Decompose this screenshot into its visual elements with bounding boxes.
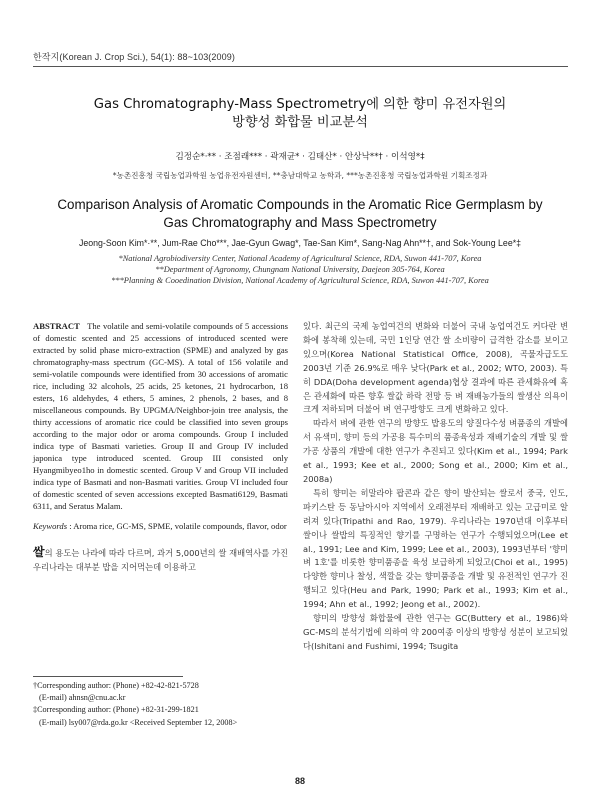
body-paragraph-4: 향미의 방향성 화합물에 관한 연구는 GC(Buttery et al., 1986)와 GC-MS의 분석기법에 의하여 약 200여종 이상의 방향성 성분이 보고되었다(Ishitani and Fushimi, 1994; Tsugita bbox=[303, 613, 568, 651]
english-authors: Jeong-Soon Kim*·**, Jum-Rae Cho***, Jae-Gyun Gwag*, Tae-San Kim*, Sang-Nag Ahn**†, and Sok-Young Lee*‡ bbox=[78, 238, 522, 248]
page-number: 88 bbox=[294, 776, 305, 786]
left-column bbox=[33, 320, 288, 575]
keywords-label: Keywords bbox=[33, 521, 68, 531]
body-paragraph-2: 따라서 벼에 관한 연구의 방향도 밥용도의 양질다수성 벼품종의 개발에서 유색미, 향미 등의 가공용 특수미의 품종육성과 재배기술의 개발 및 쌀 가공 상품의 개발에 대한 연구가 추진되고 있다(Kim et al., 1994; Park et al., 1993; Kee et al., 2000; Song et al., 2000; Kim et al., 2008a) bbox=[303, 418, 568, 484]
english-title-line2: Gas Chromatography and Mass Spectrometry bbox=[163, 215, 437, 230]
header-rule bbox=[33, 66, 568, 67]
intro-paragraph bbox=[33, 546, 288, 575]
intro-text: 의 용도는 나라에 따라 다르며, 과거 5,000년의 쌀 재배역사를 가진 우리나라는 대부분 밥을 지어먹는데 이용하고 bbox=[33, 548, 288, 572]
intro-drop-char: 쌀 bbox=[33, 545, 45, 559]
korean-authors: 김정순*·** · 조점래*** · 곽재균* · 김태산* · 안상낙**† · 이석영*‡ bbox=[175, 152, 425, 162]
korean-affiliation: *농촌진흥청 국립농업과학원 농업유전자원센터, **충남대학교 농학과, ***농촌진흥청 국립농업과학원 기획조정과 bbox=[112, 171, 488, 180]
footnote-line-4: (E-mail) lsy007@rda.go.kr <Received September 12, 2008> bbox=[39, 717, 238, 727]
english-title bbox=[34, 196, 566, 232]
english-affiliation-2: **Department of Agronomy, Chungnam National University, Daejeon 305-764, Korea bbox=[155, 265, 445, 274]
footnote-rule bbox=[33, 676, 183, 677]
footnote-line-2: (E-mail) ahnsn@cnu.ac.kr bbox=[39, 693, 126, 703]
abstract-label: ABSTRACT bbox=[33, 321, 80, 331]
korean-title-line1: Gas Chromatography-Mass Spectrometry에 의한 향미 유전자원의 bbox=[93, 97, 507, 112]
abstract bbox=[33, 320, 288, 512]
english-title-line1: Comparison Analysis of Aromatic Compounds in the Aromatic Rice Germplasm by bbox=[57, 197, 543, 212]
keywords bbox=[33, 520, 288, 532]
korean-title-line2: 방향성 화합물 비교분석 bbox=[232, 115, 368, 130]
footnotes bbox=[33, 680, 293, 729]
body-paragraph-1: 있다. 최근의 국제 농업여건의 변화와 더불어 국내 농업여건도 커다란 변화에 봉착해 있는데, 국민 1인당 연간 쌀 소비량이 급격한 감소를 보이고 있으며(Korea National Statistical Office, 2008), 곡물자급도도 2003년 기준 26.9%로 매우 낮다(Park et al., 2002; WTO, 2003). 특히 DDA(Doha development agenda)협상 결과에 따른 관세화유예 혹은 관세화에 따른 향후 쌀값 하락 전망 등 벼 재배농가들의 쌀생산 의욕이 크게 저하되며 더불어 벼 연구방향도 크게 변화하고 있다. bbox=[303, 321, 568, 415]
keywords-text: : Aroma rice, GC-MS, SPME, volatile compounds, flavor, odor bbox=[69, 521, 287, 531]
footnote-line-1: †Corresponding author: (Phone) +82-42-821-5728 bbox=[33, 681, 199, 690]
english-affiliations bbox=[30, 253, 570, 286]
right-column bbox=[303, 320, 568, 654]
abstract-text: The volatile and semi-volatile compounds of 5 accessions of domestic scented and 25 accessions of introduced scented were extracted by solid phase micro-extraction (SPME) and analyzed by gas chromatography-mass spectrum (GC-MS). A total of 156 volatile and semi-volatile compounds were identified from 30 accessions of aromatic rice, including 32 alcohols, 25 acids, 25 ketones, 21 hydrocarbon, 18 esters, 16 aldehydes, 4 ethers, 5 amines, 2 phenols, 2 bases, and 8 miscellaneous compounds. By UPGMA/Neighbor-join tree analysis, the thirty accessions of aromatic rice could be classified into seven groups according to the major odor or aroma compounds. Group I included indica type of Basmati varieties. Group II and Group IV included japonica type introduced scented. Group III consisted only Hyangmibyeo1ho in domestic scented. Group V and Group VII included indica type of Basmati and non-Basmati varities. Group VI included four of domestic scented of seven accessions excepted Basmati6129, Basmati 6311, and Seratus Malam. bbox=[33, 321, 288, 511]
journal-citation: 한작지(Korean J. Crop Sci.), 54(1): 88~103(2009) bbox=[33, 52, 235, 62]
body-paragraph-3: 특히 향미는 히말라야 팝콘과 같은 향이 발산되는 쌀로서 중국, 인도, 파키스탄 등 동남아시아 지역에서 오래전부터 재배하고 있는 고급미로 알려져 있다(Tripathi and Rao, 1979). 우리나라는 1970년대 이후부터 쌀이나 쌀밥의 특징적인 향기를 구명하는 연구가 수행되었으며(Lee et al., 1991; Lee and Kim, 1999; Lee et al., 2003), 1993년부터 '향미벼 1호'를 비롯한 향미품종을 육성 보급하게 되었고(Choi et al., 1995) 다양한 향미나 찰성, 색깔을 갖는 향미품종을 개발 및 유전적인 연구가 진행되고 있다(Heu and Park, 1990; Park et al., 1993; Kim et al., 1994; Ahn et al., 1992; Jeong et al., 2002). bbox=[303, 487, 568, 610]
korean-title bbox=[40, 96, 560, 132]
english-affiliation-3: ***Planning & Cooedination Division, National Academy of Agricultural Science, RDA, Suwon 441-707, Korea bbox=[111, 276, 489, 285]
english-affiliation-1: *National Agrobiodiversity Center, National Academy of Agricultural Science, RDA, Suwon 441-707, Korea bbox=[118, 254, 482, 263]
footnote-line-3: ‡Corresponding author: (Phone) +82-31-299-1821 bbox=[33, 705, 199, 715]
